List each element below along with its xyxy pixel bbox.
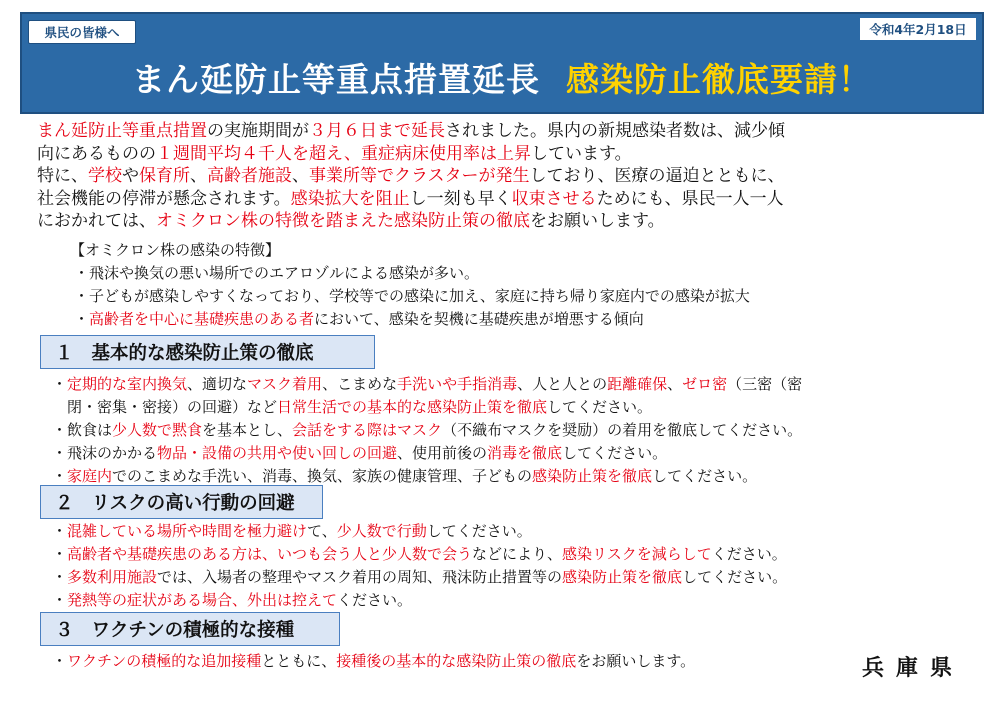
list-item	[52, 419, 802, 442]
body-text: ・飲食は	[52, 421, 113, 439]
body-text: とともに、	[261, 652, 337, 670]
intro-line	[37, 143, 967, 166]
list-item	[52, 442, 802, 465]
body-text: をお願いします。	[530, 211, 665, 231]
emphasized-text: 多数利用施設	[67, 568, 158, 586]
body-text: ・	[52, 652, 68, 670]
emphasized-text: 事業所等でクラスターが発生	[309, 166, 530, 186]
body-text: されました。県内の新規感染者数は、減少傾	[445, 121, 785, 141]
emphasized-text: 発熱等の症状がある場合、外出は控えて	[67, 591, 338, 609]
body-text: 、こまめな	[322, 375, 398, 393]
body-text: でのこまめな手洗い、消毒、換気、家族の健康管理、子どもの	[112, 467, 533, 485]
body-text: ・	[52, 568, 68, 586]
emphasized-text: 会話をする際はマスク	[292, 421, 443, 439]
body-text: を基本とし、	[202, 421, 293, 439]
emphasized-text: 消毒を徹底	[487, 444, 563, 462]
body-text: ・	[52, 522, 68, 540]
body-text: ・飛沫や換気の悪い場所でのエアロゾルによる感染が多い。	[74, 264, 480, 282]
section-3-title	[40, 612, 340, 646]
body-text: において、感染を契機に基礎疾患が増悪する傾向	[314, 310, 644, 328]
section-heading: ワクチンの積極的な接種	[91, 620, 295, 641]
emphasized-text: 学校	[88, 166, 122, 186]
body-text: ・	[52, 545, 68, 563]
body-text: の実施期間が	[207, 121, 309, 141]
body-text: をお願いします。	[576, 652, 696, 670]
list-item	[74, 285, 750, 308]
section-2-title	[40, 485, 323, 519]
body-text: におかれては、	[37, 211, 156, 231]
emphasized-text: 少人数で行動	[336, 522, 427, 540]
section-2-list	[52, 520, 787, 612]
omicron-features-list	[74, 262, 750, 331]
section-1-list	[52, 373, 802, 488]
issue-date: 令和4年2月18日	[860, 18, 976, 40]
body-text: 、使用前後の	[397, 444, 488, 462]
intro-line	[37, 165, 967, 188]
body-text: してください。	[547, 398, 653, 416]
section-heading: 基本的な感染防止策の徹底	[91, 343, 314, 364]
intro-line	[37, 188, 967, 211]
audience-badge: 県民の皆様へ	[28, 20, 136, 44]
list-item	[52, 396, 802, 419]
emphasized-text: 接種後の基本的な感染防止策の徹底	[336, 652, 577, 670]
list-item	[74, 262, 750, 285]
body-text: 、	[292, 166, 309, 186]
section-number: ３	[55, 620, 74, 641]
body-text: などにより、	[472, 545, 563, 563]
body-text: ください。	[337, 591, 413, 609]
body-text: ためにも、県民一人一人	[596, 188, 784, 209]
body-text: ・	[74, 310, 90, 328]
body-text: し一刻も早く	[409, 188, 512, 209]
emphasized-text: 感染拡大を阻止	[290, 188, 410, 209]
list-item	[52, 543, 787, 566]
intro-line	[37, 120, 967, 143]
emphasized-text: １週間平均４千人を超え、重症病床使用率は上昇	[156, 143, 532, 164]
emphasized-text: 高齢者施設	[207, 166, 292, 186]
title-accent: 感染防止徹底要請！	[566, 60, 872, 99]
list-item	[52, 520, 787, 543]
emphasized-text: 手洗いや手指消毒	[397, 375, 518, 393]
body-text: （三密（密	[727, 375, 803, 393]
emphasized-text: 感染リスクを減らして	[562, 545, 712, 563]
emphasized-text: 高齢者や基礎疾患のある方は、いつも会う人と少人数で会う	[67, 545, 473, 563]
body-text: 閉・密集・密接）の回避）など	[52, 398, 278, 416]
body-text: しています。	[531, 143, 632, 164]
body-text: ・子どもが感染しやすくなっており、学校等での感染に加え、家庭に持ち帰り家庭内での感染が拡大	[74, 287, 750, 305]
emphasized-text: 少人数で黙食	[112, 421, 203, 439]
body-text: してください。	[426, 522, 532, 540]
body-text: 社会機能の停滞が懸念されます。	[37, 188, 291, 209]
emphasized-text: 定期的な室内換気	[67, 375, 188, 393]
body-text: 、人と人との	[517, 375, 608, 393]
list-item	[52, 566, 787, 589]
page-title	[22, 54, 982, 101]
emphasized-text: 物品・設備の共用や使い回しの回避	[157, 444, 398, 462]
emphasized-text: ３月６日まで延長	[309, 121, 445, 141]
issuer-signature: 兵庫県	[862, 655, 965, 681]
emphasized-text: ゼロ密	[682, 375, 728, 393]
body-text: 、適切な	[187, 375, 248, 393]
body-text: してください。	[562, 444, 668, 462]
emphasized-text: 距離確保	[607, 375, 668, 393]
body-text: ・	[52, 375, 68, 393]
header-banner	[20, 12, 984, 114]
intro-line	[37, 210, 967, 233]
body-text: 、	[190, 166, 207, 186]
section-heading: リスクの高い行動の回避	[91, 493, 295, 514]
body-text: 特に、	[37, 166, 88, 186]
list-item	[52, 589, 787, 612]
emphasized-text: 感染防止策を徹底	[562, 568, 683, 586]
body-text: ・	[52, 467, 68, 485]
list-item	[52, 373, 802, 396]
emphasized-text: オミクロン株の特徴を踏まえた感染防止策の徹底	[156, 211, 530, 231]
emphasized-text: 日常生活での基本的な感染防止策を徹底	[277, 398, 548, 416]
list-item	[52, 650, 695, 673]
body-text: 、	[667, 375, 683, 393]
body-text: してください。	[682, 568, 788, 586]
body-text: や	[122, 166, 139, 186]
body-text: （不織布マスクを奨励）の着用を徹底してください。	[442, 421, 803, 439]
emphasized-text: 収束させる	[511, 188, 597, 209]
emphasized-text: 保育所	[139, 166, 190, 186]
omicron-features-heading: 【オミクロン株の感染の特徴】	[70, 241, 281, 259]
emphasized-text: ワクチンの積極的な追加接種	[67, 652, 262, 670]
list-item	[74, 308, 750, 331]
emphasized-text: 感染防止策を徹底	[532, 467, 653, 485]
title-main: まん延防止等重点措置延長	[132, 60, 540, 99]
section-number: ２	[55, 493, 74, 514]
body-text: て、	[307, 522, 337, 540]
section-3-list	[52, 650, 695, 673]
body-text: では、入場者の整理やマスク着用の周知、飛沫防止措置等の	[157, 568, 563, 586]
body-text: ・飛沫のかかる	[52, 444, 158, 462]
section-number: １	[55, 343, 74, 364]
emphasized-text: 高齢者を中心に基礎疾患のある者	[89, 310, 315, 328]
section-1-title	[40, 335, 375, 369]
emphasized-text: 混雑している場所や時間を極力避け	[67, 522, 308, 540]
emphasized-text: まん延防止等重点措置	[37, 121, 207, 141]
intro-paragraph	[37, 120, 967, 233]
body-text: してください。	[652, 467, 758, 485]
body-text: しており、医療の逼迫とともに、	[529, 166, 785, 186]
emphasized-text: マスク着用	[247, 375, 323, 393]
emphasized-text: 家庭内	[67, 467, 113, 485]
body-text: 向にあるものの	[37, 143, 156, 164]
body-text: ください。	[711, 545, 787, 563]
body-text: ・	[52, 591, 68, 609]
